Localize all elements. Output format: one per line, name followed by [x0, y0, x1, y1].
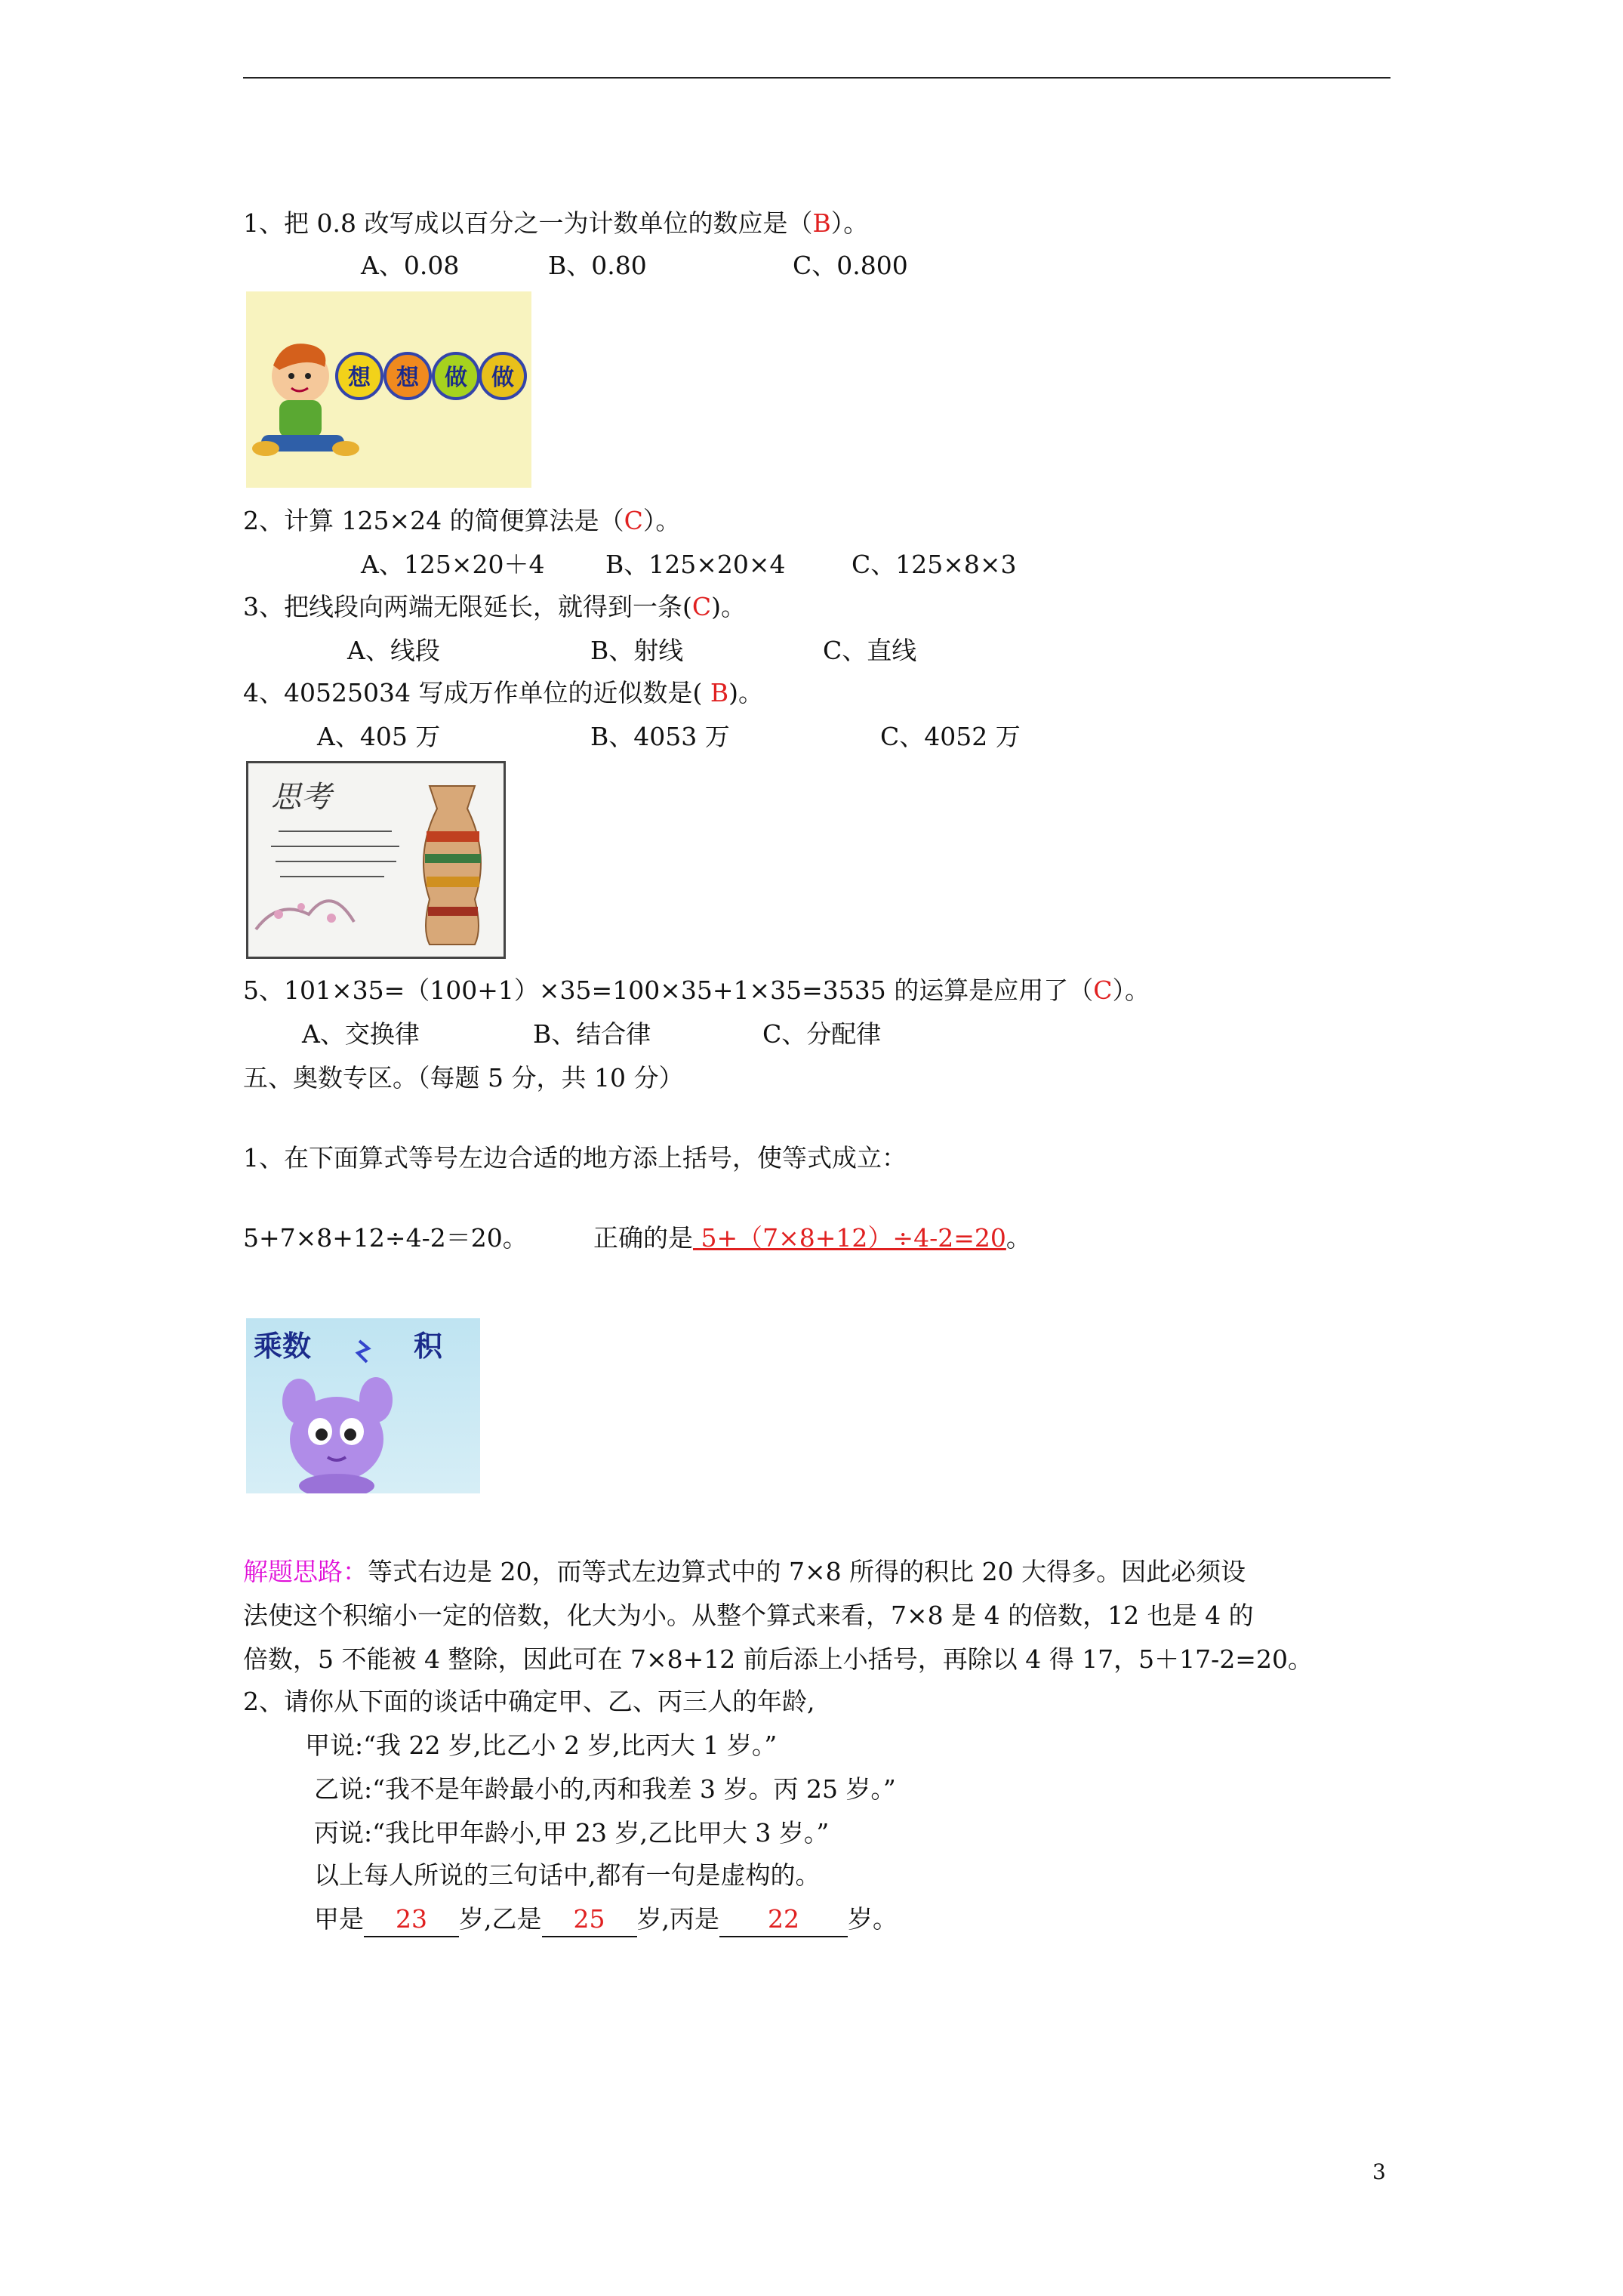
option-b: B、0.80 — [548, 251, 647, 280]
option-c: C、0.800 — [793, 251, 908, 280]
solution-line-1: 解题思路：等式右边是 20，而等式左边算式中的 7×8 所得的积比 20 大得多。因此必须设 — [243, 1557, 1246, 1586]
answer-jia: 23 — [364, 1903, 459, 1937]
option-c: C、分配律 — [762, 1019, 882, 1049]
problem-1-expression: 5+7×8+12÷4-2＝20。 — [243, 1223, 528, 1253]
ball-char-4: 做 — [491, 365, 514, 391]
page-number: 3 — [1372, 2159, 1386, 2184]
option-c: C、直线 — [823, 636, 917, 665]
answer-1: B — [812, 208, 831, 238]
question-2: 2、计算 125×24 的简便算法是（C）。 — [243, 506, 681, 535]
question-5: 5、101×35=（100+1）×35=100×35+1×35=3535 的运算是应用了（C）。 — [243, 975, 1150, 1005]
solution-line-3: 倍数，5 不能被 4 整除，因此可在 7×8+12 前后添上小括号，再除以 4 得 17，5＋17-2=20。 — [243, 1644, 1313, 1674]
problem-2-answer: 甲是 23 岁,乙是 25 岁,丙是 22 岁。 — [314, 1903, 898, 1937]
option-b: B、4053 万 — [590, 722, 730, 751]
label-product: 积 — [414, 1330, 443, 1363]
answer-5: C — [1093, 975, 1113, 1005]
multiplier-product-image — [246, 1318, 480, 1493]
cartoon-boy-image — [246, 291, 531, 488]
solution-label: 解题思路： — [243, 1557, 368, 1586]
option-b: B、射线 — [590, 636, 684, 665]
option-b: B、125×20×4 — [605, 550, 786, 579]
option-a: A、125×20＋4 — [361, 550, 545, 579]
problem-2-question: 2、请你从下面的谈话中确定甲、乙、丙三人的年龄, — [243, 1687, 815, 1716]
statement-note: 以上每人所说的三句话中,都有一句是虚构的。 — [314, 1860, 821, 1890]
statement-yi: 乙说:“我不是年龄最小的,丙和我差 3 岁。丙 25 岁。” — [314, 1774, 896, 1804]
header-rule — [243, 77, 1390, 79]
option-a: A、交换律 — [302, 1019, 420, 1049]
answer-yi: 25 — [542, 1903, 637, 1937]
ball-char-2: 想 — [396, 365, 419, 391]
option-a: A、线段 — [347, 636, 440, 665]
problem-1-answer: 5+（7×8+12）÷4-2=20 — [693, 1223, 1006, 1253]
question-1: 1、把 0.8 改写成以百分之一为计数单位的数应是（B）。 — [243, 208, 869, 238]
ball-char-1: 想 — [348, 365, 371, 391]
problem-1-answer-line: 正确的是 5+（7×8+12）÷4-2=20。 — [593, 1223, 1031, 1253]
answer-4: B — [710, 678, 729, 707]
answer-3: C — [691, 592, 712, 621]
option-c: C、125×8×3 — [852, 550, 1017, 579]
answer-2: C — [624, 506, 643, 535]
label-multiplier: 乘数 — [254, 1330, 312, 1363]
ball-char-3: 做 — [445, 365, 467, 391]
thinking-vase-image — [246, 761, 506, 959]
option-b: B、结合律 — [533, 1019, 651, 1049]
section-heading: 五、奥数专区。（每题 5 分，共 10 分） — [243, 1063, 684, 1093]
problem-1-question: 1、在下面算式等号左边合适的地方添上括号，使等式成立： — [243, 1143, 907, 1173]
option-c: C、4052 万 — [880, 722, 1021, 751]
question-3: 3、把线段向两端无限延长，就得到一条(C)。 — [243, 592, 746, 621]
answer-bing: 22 — [719, 1903, 848, 1937]
solution-line-2: 法使这个积缩小一定的倍数，化大为小。从整个算式来看，7×8 是 4 的倍数，12 也是 4 的 — [243, 1601, 1254, 1630]
question-4: 4、40525034 写成万作单位的近似数是( B)。 — [243, 678, 763, 707]
option-a: A、405 万 — [317, 722, 441, 751]
statement-bing: 丙说:“我比甲年龄小,甲 23 岁,乙比甲大 3 岁。” — [314, 1818, 830, 1848]
image-title: 思考 — [271, 780, 331, 815]
option-a: A、0.08 — [361, 251, 460, 280]
statement-jia: 甲说:“我 22 岁,比乙小 2 岁,比丙大 1 岁。” — [305, 1730, 778, 1760]
